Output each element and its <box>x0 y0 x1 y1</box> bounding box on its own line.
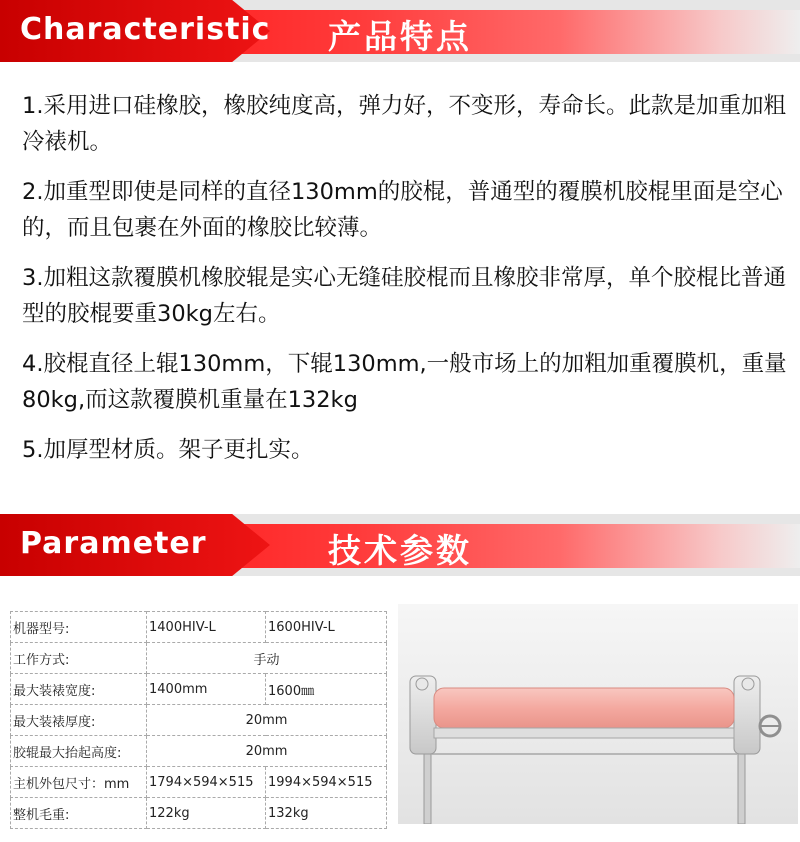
spec-value: 1400HIV-L <box>147 612 266 643</box>
characteristic-banner <box>0 0 800 62</box>
characteristic-title-cn: 产品特点 <box>328 17 472 56</box>
spec-value: 手动 <box>147 643 387 674</box>
feature-item-5: 5.加厚型材质。架子更扎实。 <box>22 437 314 463</box>
spec-label: 整机毛重: <box>11 798 147 829</box>
spec-label: 机器型号: <box>11 612 147 643</box>
feature-item-4: 4.胶棍直径上辊130mm，下辊130mm,一般市场上的加粗加重覆膜机，重量80kg,而这款覆膜机重量在132kg <box>22 351 787 413</box>
spec-value: 1994×594×515 <box>266 767 387 798</box>
table-row <box>11 798 387 829</box>
right-knob <box>742 678 754 690</box>
spec-label: 最大装裱宽度: <box>11 674 147 705</box>
spec-label: 工作方式: <box>11 643 147 674</box>
spec-value: 1600HIV-L <box>266 612 387 643</box>
table-row <box>11 612 387 643</box>
laminator-machine-illustration <box>398 604 798 824</box>
spec-value: 1400mm <box>147 674 266 705</box>
laminator-photo <box>398 604 798 824</box>
spec-value: 132kg <box>266 798 387 829</box>
rubber-roller <box>434 688 734 728</box>
feature-item-1: 1.采用进口硅橡胶，橡胶纯度高，弹力好，不变形，寿命长。此款是加重加粗冷裱机。 <box>22 93 786 155</box>
spec-value: 20mm <box>147 705 387 736</box>
parameter-title-en: Parameter <box>20 526 207 561</box>
spec-label: 最大装裱厚度: <box>11 705 147 736</box>
spec-label: 主机外包尺寸：mm <box>11 767 147 798</box>
base-plate <box>434 728 734 738</box>
feature-list <box>22 88 792 482</box>
parameter-title-cn: 技术参数 <box>328 531 472 570</box>
feature-item-2: 2.加重型即使是同样的直径130mm的胶棍，普通型的覆膜机胶棍里面是空心的，而且包裹在外面的橡胶比较薄。 <box>22 179 783 241</box>
spec-value: 122kg <box>147 798 266 829</box>
spec-value: 1794×594×515 <box>147 767 266 798</box>
spec-label: 胶辊最大抬起高度: <box>11 736 147 767</box>
table-row <box>11 705 387 736</box>
table-row <box>11 736 387 767</box>
left-knob <box>416 678 428 690</box>
spec-value: 1600㎜ <box>266 674 387 705</box>
spec-value: 20mm <box>147 736 387 767</box>
table-row <box>11 674 387 705</box>
spec-table <box>10 611 387 829</box>
table-row <box>11 643 387 674</box>
table-row <box>11 767 387 798</box>
feature-item-3: 3.加粗这款覆膜机橡胶辊是实心无缝硅胶棍而且橡胶非常厚，单个胶棍比普通型的胶棍要重30kg左右。 <box>22 265 786 327</box>
characteristic-title-en: Characteristic <box>20 12 271 47</box>
parameter-banner <box>0 514 800 576</box>
